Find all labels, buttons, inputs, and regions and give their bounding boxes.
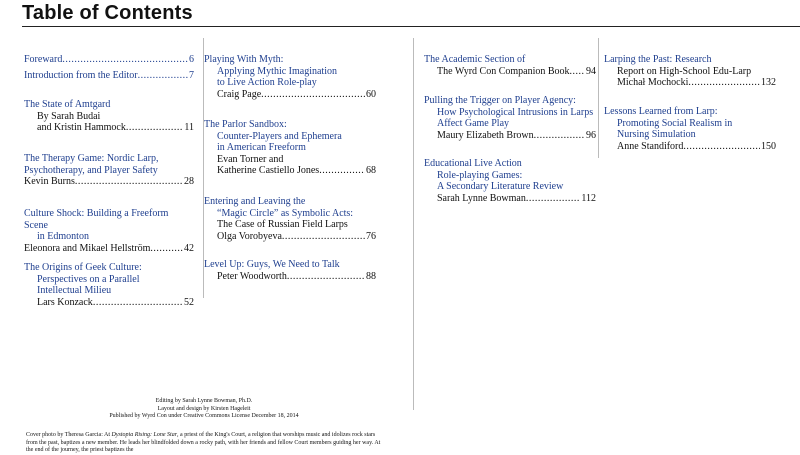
entry-subtitle: Report on High-School Edu-Larp	[617, 65, 752, 77]
entry-author: Sarah Lynne Bowman	[437, 192, 526, 204]
dot-leader	[150, 243, 183, 255]
page-number: 88	[366, 270, 376, 282]
credits-block	[0, 398, 408, 421]
dot-leader	[287, 271, 365, 283]
entry-author: Eleonora and Mikael Hellström	[24, 242, 151, 254]
toc-entry-therapy-game[interactable]	[24, 153, 194, 188]
dot-leader	[138, 70, 188, 82]
credits-editor: Editing by Sarah Lynne Bowman, Ph.D.	[155, 398, 253, 404]
entry-title: Level Up: Guys, We Need to Talk	[204, 259, 340, 270]
dot-leader	[282, 231, 365, 243]
entry-title: Psychotherapy, and Player Safety	[24, 164, 158, 176]
page-title: Table of Contents	[22, 2, 193, 24]
page-number: 42	[184, 242, 194, 254]
toc-entry-introduction[interactable]	[24, 70, 194, 82]
entry-title: Larping the Past: Research	[604, 54, 712, 65]
page-number: 11	[184, 122, 194, 133]
entry-title: “Magic Circle” as Symbolic Acts:	[217, 207, 354, 219]
cover-caption-prefix: Cover photo by Theresa Garcia: At	[26, 432, 112, 438]
cover-caption-game-title: Dystopia Rising: Lone Star	[111, 432, 178, 438]
entry-subtitle: The Case of Russian Field Larps	[217, 219, 348, 230]
entry-author: Lars Konzack	[37, 296, 93, 308]
toc-entry-parlor-sandbox[interactable]	[204, 119, 376, 177]
page-number: 94	[586, 65, 596, 77]
entry-title: Applying Mythic Imagination	[217, 65, 337, 77]
entry-title: to Live Action Role-play	[217, 77, 317, 88]
entry-author: By Sarah Budai	[37, 110, 101, 122]
page-number: 7	[189, 70, 194, 81]
page-number: 112	[581, 192, 596, 204]
toc-entry-level-up[interactable]	[204, 259, 376, 282]
entry-author: Evan Torner and	[217, 153, 284, 165]
entry-title: Introduction from the Editor	[24, 70, 138, 81]
toc-entry-larping-the-past[interactable]	[604, 54, 776, 89]
entry-title: Perspectives on a Parallel	[37, 273, 140, 285]
page-number: 52	[184, 296, 194, 308]
cover-caption	[26, 432, 388, 455]
toc-entry-pulling-the-trigger[interactable]	[424, 95, 596, 141]
entry-title: Pulling the Trigger on Player Agency:	[424, 95, 576, 106]
entry-title: Playing With Myth:	[204, 54, 284, 65]
entry-title: in Edmonton	[37, 231, 89, 242]
page-number: 132	[761, 77, 776, 88]
entry-title: Culture Shock: Building a Freeform Scene	[24, 208, 169, 231]
entry-title: Foreward	[24, 54, 63, 65]
credits-layout: Layout and design by Kirsten Hageleit	[157, 405, 251, 412]
page-number: 76	[366, 230, 376, 242]
entry-author: Anne Standiford	[617, 140, 684, 152]
page-number: 6	[189, 54, 194, 65]
dot-leader	[75, 176, 183, 188]
toc-entry-geek-culture[interactable]	[24, 262, 194, 308]
toc-entry-magic-circle[interactable]	[204, 196, 376, 242]
dot-leader	[526, 193, 580, 205]
entry-title: A Secondary Literature Review	[437, 181, 564, 192]
dot-leader	[62, 54, 188, 66]
entry-title: in American Freeform	[217, 142, 306, 153]
toc-entry-amtgard[interactable]	[24, 99, 194, 134]
entry-title: The State of Amtgard	[24, 99, 111, 110]
dot-leader	[688, 77, 760, 89]
entry-author: Katherine Castiello Jones	[217, 165, 320, 176]
entry-author: Craig Page	[217, 88, 262, 100]
entry-title: The Academic Section of	[424, 54, 526, 65]
column-divider	[598, 38, 599, 158]
entry-subtitle: The Wyrd Con Companion Book	[437, 65, 570, 77]
dot-leader	[570, 66, 585, 78]
entry-title: Promoting Social Realism in	[617, 117, 733, 129]
toc-entry-playing-with-myth[interactable]	[204, 54, 376, 100]
entry-author: Kevin Burns	[24, 176, 75, 187]
entry-author: and Kristin Hammock	[37, 122, 126, 133]
entry-author: Michał Mochocki	[617, 77, 689, 88]
entry-title: Role-playing Games:	[437, 169, 523, 181]
entry-title: How Psychological Intrusions in Larps	[437, 106, 594, 118]
entry-title: Affect Game Play	[437, 118, 510, 129]
entry-title: The Origins of Geek Culture:	[24, 262, 142, 273]
page-number: 150	[761, 140, 776, 152]
page-number: 60	[366, 88, 376, 100]
entry-author: Olga Vorobyeva	[217, 230, 282, 242]
dot-leader	[126, 122, 183, 134]
toc-entry-foreword[interactable]	[24, 54, 194, 66]
entry-title: Nursing Simulation	[617, 129, 696, 140]
entry-title: The Therapy Game: Nordic Larp,	[24, 153, 159, 164]
dot-leader	[534, 130, 585, 142]
entry-title: Entering and Leaving the	[204, 196, 306, 207]
dot-leader	[261, 89, 365, 101]
cover-caption-text: , a priest of the King's Court, a religion that worships music and idolizes rock stars from the past, baptizes a new member. He leads her blindfolded down a rocky path, with her friends and fellow Court members guiding her way. At the end of the journey, the priest baptizes the	[26, 432, 381, 453]
dot-leader	[683, 141, 760, 153]
entry-author: Maury Elizabeth Brown	[437, 129, 534, 141]
page-number: 68	[366, 165, 376, 176]
entry-title: The Parlor Sandbox:	[204, 119, 287, 130]
toc-entry-educational-larp[interactable]	[424, 158, 596, 204]
entry-title: Lessons Learned from Larp:	[604, 106, 718, 117]
dot-leader	[93, 297, 183, 309]
column-divider	[413, 38, 414, 410]
title-rule	[22, 26, 800, 27]
toc-entry-lessons-learned[interactable]	[604, 106, 776, 152]
toc-entry-academic-section[interactable]	[424, 54, 596, 77]
entry-title: Intellectual Milieu	[37, 285, 112, 296]
dot-leader	[319, 165, 365, 177]
entry-author: Peter Woodworth	[217, 270, 287, 282]
entry-title: Counter-Players and Ephemera	[217, 130, 342, 142]
page-number: 96	[586, 129, 596, 141]
credits-publisher: Published by Wyrd Con under Creative Commons License December 18, 2014	[109, 413, 299, 419]
entry-title: Educational Live Action	[424, 158, 522, 169]
toc-entry-culture-shock[interactable]	[24, 208, 194, 254]
page-number: 28	[184, 176, 194, 187]
